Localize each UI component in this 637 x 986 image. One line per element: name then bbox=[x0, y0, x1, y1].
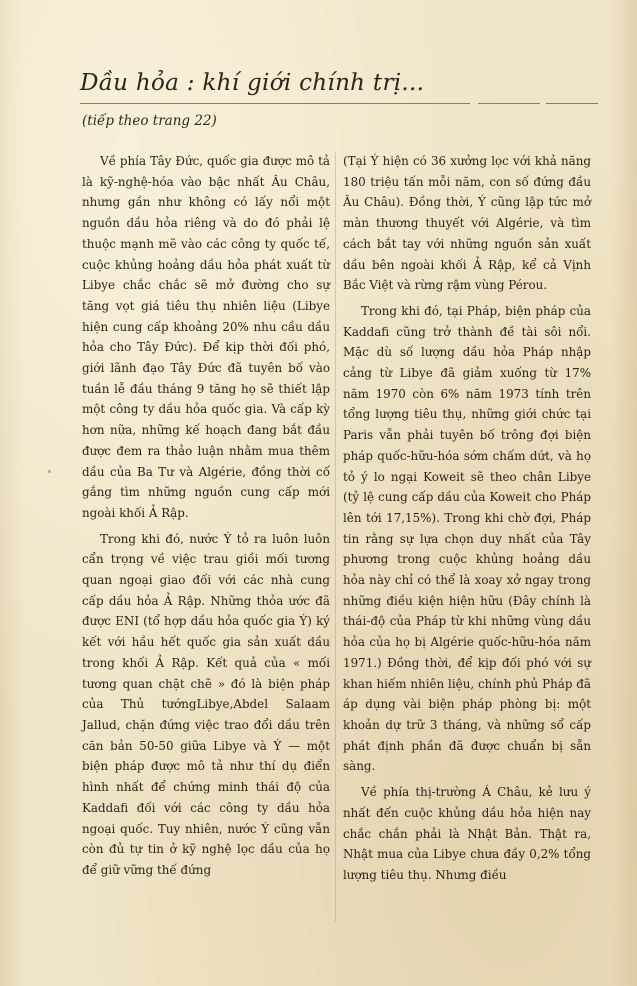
paragraph: Trong khi đó, nước Ý tỏ ra luôn luôn cẩn trọng về việc trau giồi mối tương quan ngoại giao đối với các nhà cung cấp dầu hỏa Ả Rập. Những thỏa ước đã được ENI (tổ hợp dầu hỏa quốc gia Ý) ký kết với hầu hết quốc gia sản xuất dầu trong khối Ả Rập. Kết quả của « mối tương quan chặt chẽ » đó là biện pháp của Thủ tướngLibye,Abdel Salaam Jallud, chặn đứng việc trao đổi dầu trên căn bản 50-50 giữa Libye và Ý — một biện pháp được mô tả như thí dụ điển hình nhất để chứng minh thái độ của Kaddafi đối với các công ty dầu hỏa ngoại quốc. Tuy nhiên, nước Ý cũng vẫn còn đủ tự tin ở kỹ nghệ lọc dầu của họ để giữ vững thế đứng bbox=[82, 531, 330, 877]
article-title: Dầu hỏa : khí giới chính trị... bbox=[80, 70, 425, 96]
article-header bbox=[80, 70, 600, 110]
paragraph: Về phía Tây Đức, quốc gia được mô tả là kỹ-nghệ-hóa vào bậc nhất Âu Châu, nhưng gần như không có lấy nổi một nguồn dầu hỏa riêng và do đó phải lệ thuộc mạnh mẽ vào các công ty quốc tế, cuộc khủng hoảng dầu hỏa phát xuất từ Libye chắc chắc sẽ mở đường cho sự tăng vọt giá tiêu thụ nhiên liệu (Libye hiện cung cấp khoảng 20% nhu cầu dầu hỏa cho Tây Đức). Để kịp thời đối phó, giới lãnh đạo Tây Đức đã tuyên bố vào tuần lễ đầu tháng 9 tăng họ sẽ thiết lập một công ty dầu hỏa quốc gia. Và cấp kỳ hơn nữa, những kế hoạch đang bắt đầu được đem ra thảo luận nhằm mua thêm dầu của Ba Tư và Algérie, đồng thời cố gắng tìm những nguồn cung cấp mới ngoài khối Ả Rập. bbox=[82, 154, 330, 520]
title-underline bbox=[478, 103, 540, 104]
continued-from-note: (tiếp theo trang 22) bbox=[82, 113, 217, 129]
column-divider bbox=[335, 152, 336, 922]
paragraph: Về phía thị-trường Á Châu, kẻ lưu ý nhất đến cuộc khủng dầu hỏa hiện nay chắc chắn phải là Nhật Bản. Thật ra, Nhật mua của Libye chưa đầy 0,2% tổng lượng tiêu thụ. Nhưng điều bbox=[343, 785, 591, 882]
paragraph: Trong khi đó, tại Pháp, biện pháp của Kaddafi cũng trở thành đề tài sôi nổi. Mặc dù số lượng dầu hỏa Pháp nhập cảng từ Libye đã giảm xuống từ 17% năm 1970 còn 6% năm 1973 tính trên tổng lượng tiêu thụ, những giới chức tại Paris vẫn phải tuyên bố trông đợi biện pháp quốc-hữu-hóa sớm chấm dứt, và họ tỏ ý lo ngại Koweit sẽ theo chân Libye (tỷ lệ cung cấp dầu của Koweit cho Pháp lên tới 17,15%). Trong khi chờ đợi, Pháp tin rằng sự lựa chọn duy nhất của Tây phương trong cuộc khủng hoảng dầu hỏa này chỉ có thể là xoay xở ngay trong những điều kiện hiện hữu (Đây chính là thái-độ của Pháp từ khi những vùng dầu hỏa của họ bị Algérie quốc-hữu-hóa năm 1971.) Đồng thời, để kịp đối phó với sự khan hiếm nhiên liệu, chính phủ Pháp đã áp dụng vài biện pháp phòng bị: một khoản dự trữ 3 tháng, và những sổ cấp phát định phần đã được chuẩn bị sẵn sàng. bbox=[343, 303, 591, 774]
title-underline bbox=[80, 103, 470, 104]
text-column-left bbox=[82, 151, 330, 881]
binding-hole-mark bbox=[48, 470, 51, 473]
title-underline bbox=[546, 103, 598, 104]
text-column-right bbox=[343, 151, 591, 886]
paragraph: (Tại Ý hiện có 36 xưởng lọc với khả năng 180 triệu tấn mỗi năm, con số đứng đầu Âu Châu). Đồng thời, Ý cũng lập tức mở màn thương thuyết với Algérie, và tìm cách bắt tay với những nguồn sản xuất dầu bên ngoài khối Ả Rập, kể cả Vịnh Bắc Việt và rừng rậm vùng Pérou. bbox=[343, 154, 591, 293]
